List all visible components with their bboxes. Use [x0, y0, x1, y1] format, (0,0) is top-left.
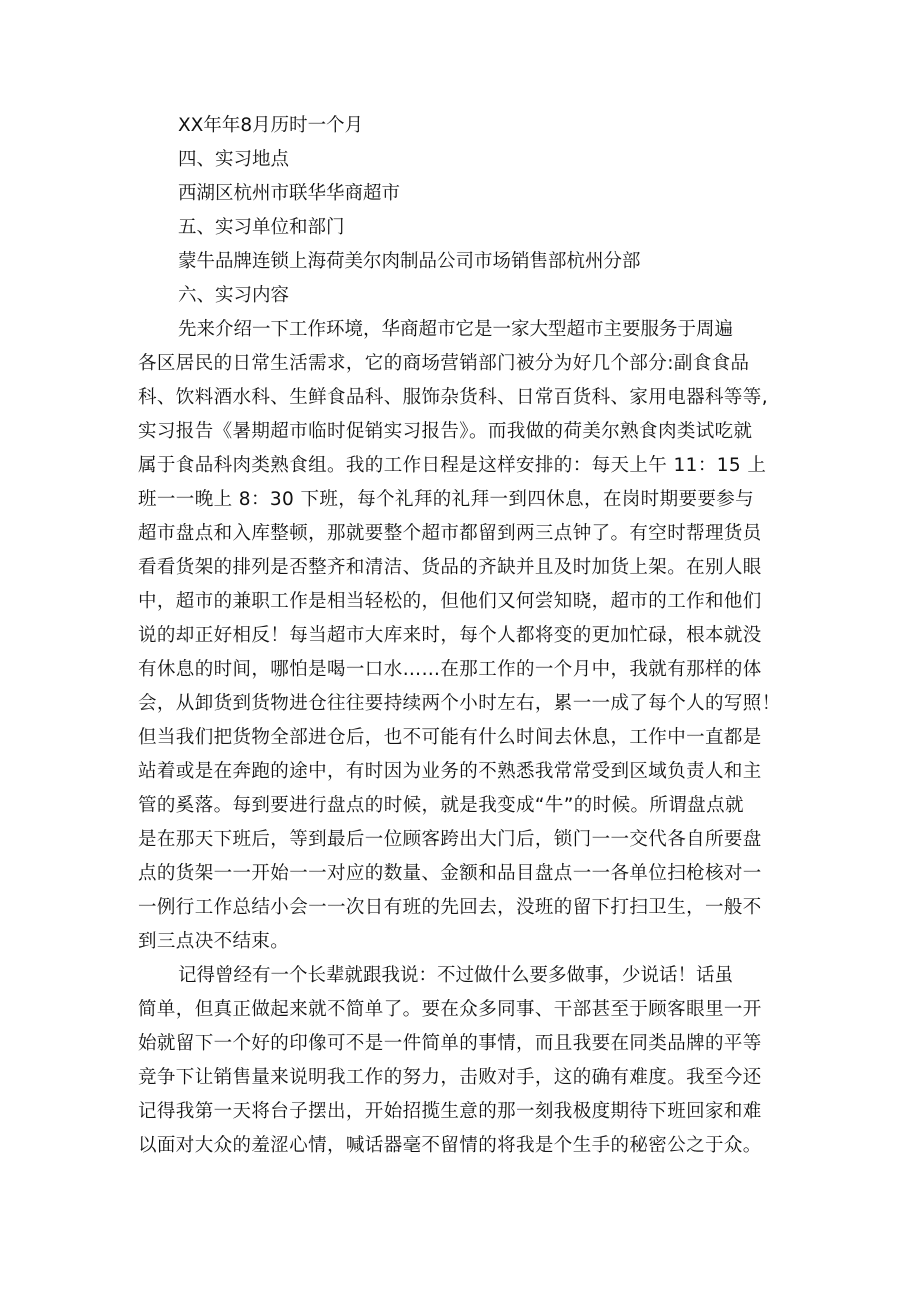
- paragraph-line: 中，超市的兼职工作是相当轻松的，但他们又何尝知晓，超市的工作和他们: [138, 591, 762, 612]
- paragraph-line: 记得我第一天将台子摆出，开始招揽生意的那一刻我极度期待下班回家和难: [138, 1101, 762, 1122]
- paragraph-line: 有休息的时间，哪怕是喝一口水……在那工作的一个月中，我就有那样的体: [138, 659, 762, 680]
- paragraph-line: 但当我们把货物全部进仓后，也不可能有什么时间去休息，工作中一直都是: [138, 727, 762, 748]
- paragraph-line: 站着或是在奔跑的途中，有时因为业务的不熟悉我常常受到区域负责人和主: [138, 761, 762, 782]
- heading-content: 六、实习内容: [178, 285, 290, 306]
- paragraph-line: 一例行工作总结小会一一次日有班的先回去，没班的留下打扫卫生，一般不: [138, 897, 762, 918]
- paragraph-line: 竞争下让销售量来说明我工作的努力，击败对手，这的确有难度。我至今还: [138, 1067, 762, 1088]
- paragraph-line: 实习报告《暑期超市临时促销实习报告》。而我做的荷美尔熟食肉类试吃就: [138, 421, 753, 442]
- heading-unit: 五、实习单位和部门: [178, 217, 345, 238]
- paragraph-line: 班一一晚上 8：30 下班，每个礼拜的礼拜一到四休息，在岗时期要要参与: [138, 489, 755, 510]
- info-line-date: XX年年8月历时一个月: [178, 115, 364, 136]
- info-line-location: 西湖区杭州市联华华商超市: [178, 183, 401, 204]
- paragraph-line: 是在那天下班后，等到最后一位顾客跨出大门后，锁门一一交代各自所要盘: [138, 829, 762, 850]
- paragraph-line: 记得曾经有一个长辈就跟我说：不过做什么要多做事，少说话！话虽: [178, 965, 734, 986]
- paragraph-line: 各区居民的日常生活需求，它的商场营销部门被分为好几个部分:副食食品: [138, 353, 750, 374]
- paragraph-line: 会，从卸货到货物进仓往往要持续两个小时左右，累一一成了每个人的写照！: [138, 693, 781, 714]
- paragraph-line: 以面对大众的羞涩心情，喊话器毫不留情的将我是个生手的秘密公之于众。: [138, 1135, 762, 1156]
- paragraph-line: 简单，但真正做起来就不简单了。要在众多同事、干部甚至于顾客眼里一开: [138, 999, 762, 1020]
- paragraph-line: 点的货架一一开始一一对应的数量、金额和品目盘点一一各单位扫枪核对一: [138, 863, 762, 884]
- paragraph-line: 属于食品科肉类熟食组。我的工作日程是这样安排的：每天上午 11：15 上: [138, 455, 767, 476]
- heading-location: 四、实习地点: [178, 149, 290, 170]
- paragraph-line: 管的奚落。每到要进行盘点的时候，就是我变成“牛”的时候。所谓盘点就: [138, 795, 744, 816]
- paragraph-line: 到三点决不结束。: [138, 931, 290, 952]
- paragraph-line: 看看货架的排列是否整齐和清洁、货品的齐缺并且及时加货上架。在别人眼: [138, 557, 762, 578]
- paragraph-line: 超市盘点和入库整顿，那就要整个超市都留到两三点钟了。有空时帮理货员: [138, 523, 762, 544]
- paragraph-line: 说的却正好相反！每当超市大库来时，每个人都将变的更加忙碌，根本就没: [138, 625, 762, 646]
- info-line-unit: 蒙牛品牌连锁上海荷美尔肉制品公司市场销售部杭州分部: [178, 251, 641, 272]
- paragraph-line: 先来介绍一下工作环境，华商超市它是一家大型超市主要服务于周遍: [178, 319, 734, 340]
- paragraph-line: 始就留下一个好的印像可不是一件简单的事情，而且我要在同类品牌的平等: [138, 1033, 762, 1054]
- paragraph-line: 科、饮料酒水科、生鲜食品科、服饰杂货科、日常百货科、家用电器科等等,: [138, 387, 768, 408]
